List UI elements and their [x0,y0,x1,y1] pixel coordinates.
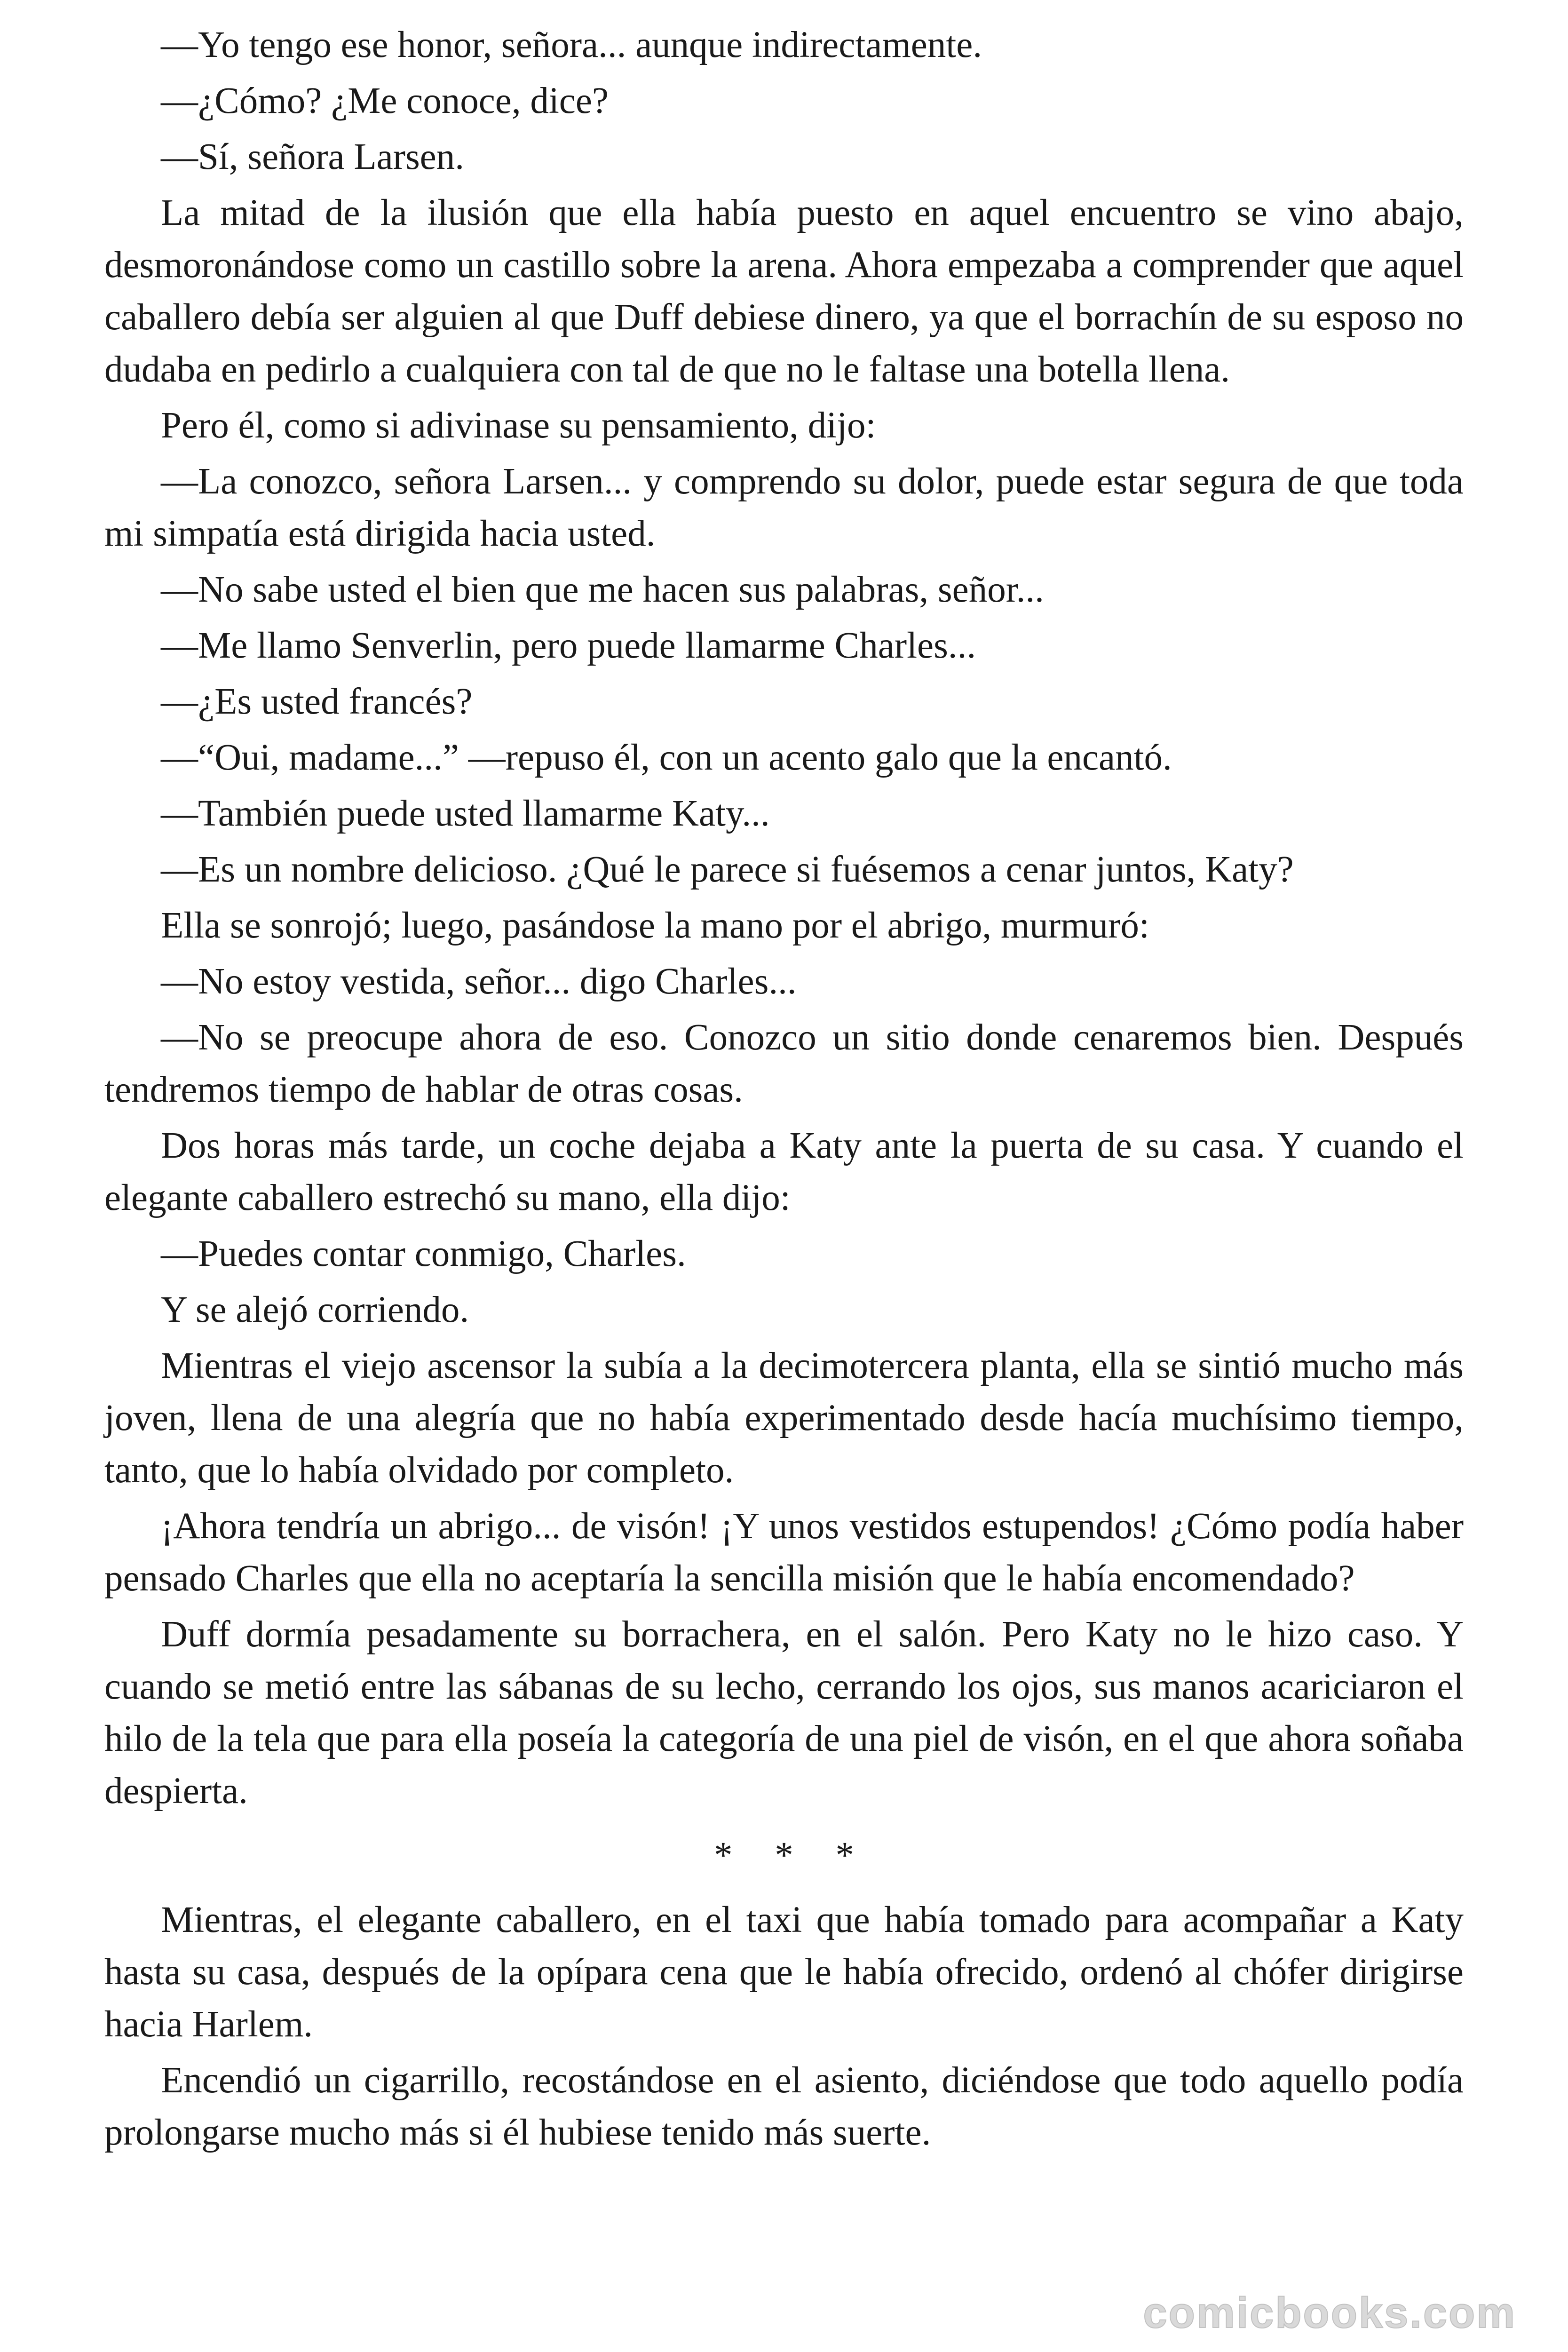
paragraph: Dos horas más tarde, un coche dejaba a Katy ante la puerta de su casa. Y cuando el elegante caballero estrechó su mano, ella dijo: [104,1125,1464,1218]
paragraph: La mitad de la ilusión que ella había puesto en aquel encuentro se vino abajo, desmoronándose como un castillo sobre la arena. Ahora empezaba a comprender que aquel caballero debía ser alguien al que Duff debiese dinero, ya que el borrachín de su esposo no dudaba en pedirlo a cualquiera con tal de que no le faltase una botella llena. [104,192,1464,390]
paragraph: —No estoy vestida, señor... digo Charles... [161,961,797,1002]
paragraph: Pero él, como si adivinase su pensamiento, dijo: [161,405,876,446]
paragraph: Mientras, el elegante caballero, en el taxi que había tomado para acompañar a Katy hasta su casa, después de la opípara cena que le había ofrecido, ordenó al chófer dirigirse hacia Harlem. [104,1899,1464,2045]
paragraph: Ella se sonrojó; luego, pasándose la mano por el abrigo, murmuró: [161,905,1149,946]
watermark: comicbooks.com [1143,2289,1516,2337]
page-body [104,19,1464,2162]
paragraph: —Es un nombre delicioso. ¿Qué le parece si fuésemos a cenar juntos, Katy? [161,849,1294,890]
paragraph: Encendió un cigarrillo, recostándose en el asiento, diciéndose que todo aquello podía prolongarse mucho más si él hubiese tenido más suerte. [104,2060,1464,2153]
paragraph: —Puedes contar conmigo, Charles. [161,1233,686,1274]
paragraph: —La conozco, señora Larsen... y comprendo su dolor, puede estar segura de que toda mi simpatía está dirigida hacia usted. [104,461,1464,554]
paragraph: —No sabe usted el bien que me hacen sus palabras, señor... [161,569,1044,610]
paragraph: —Me llamo Senverlin, pero puede llamarme Charles... [161,625,976,666]
paragraph: —¿Es usted francés? [161,681,473,722]
paragraph: —Yo tengo ese honor, señora... aunque indirectamente. [161,24,982,65]
paragraph: —“Oui, madame...” —repuso él, con un acento galo que la encantó. [161,737,1172,778]
section-separator: * * * [714,1835,854,1876]
paragraph: —Sí, señora Larsen. [161,136,464,177]
paragraph: ¡Ahora tendría un abrigo... de visón! ¡Y unos vestidos estupendos! ¿Cómo podía haber pensado Charles que ella no aceptaría la sencilla misión que le había encomendado? [104,1506,1464,1599]
paragraph: Y se alejó corriendo. [161,1289,469,1330]
paragraph: Duff dormía pesadamente su borrachera, en el salón. Pero Katy no le hizo caso. Y cuando se metió entre las sábanas de su lecho, cerrando los ojos, sus manos acariciaron el hilo de la tela que para ella poseía la categoría de una piel de visón, en el que ahora soñaba despierta. [104,1614,1464,1812]
paragraph: Mientras el viejo ascensor la subía a la decimotercera planta, ella se sintió mucho más joven, llena de una alegría que no había experimentado desde hacía muchísimo tiempo, tanto, que lo había olvidado por completo. [104,1345,1464,1491]
paragraph: —También puede usted llamarme Katy... [161,793,770,834]
paragraph: —¿Cómo? ¿Me conoce, dice? [161,80,609,121]
paragraph: —No se preocupe ahora de eso. Conozco un sitio donde cenaremos bien. Después tendremos tiempo de hablar de otras cosas. [104,1017,1464,1110]
